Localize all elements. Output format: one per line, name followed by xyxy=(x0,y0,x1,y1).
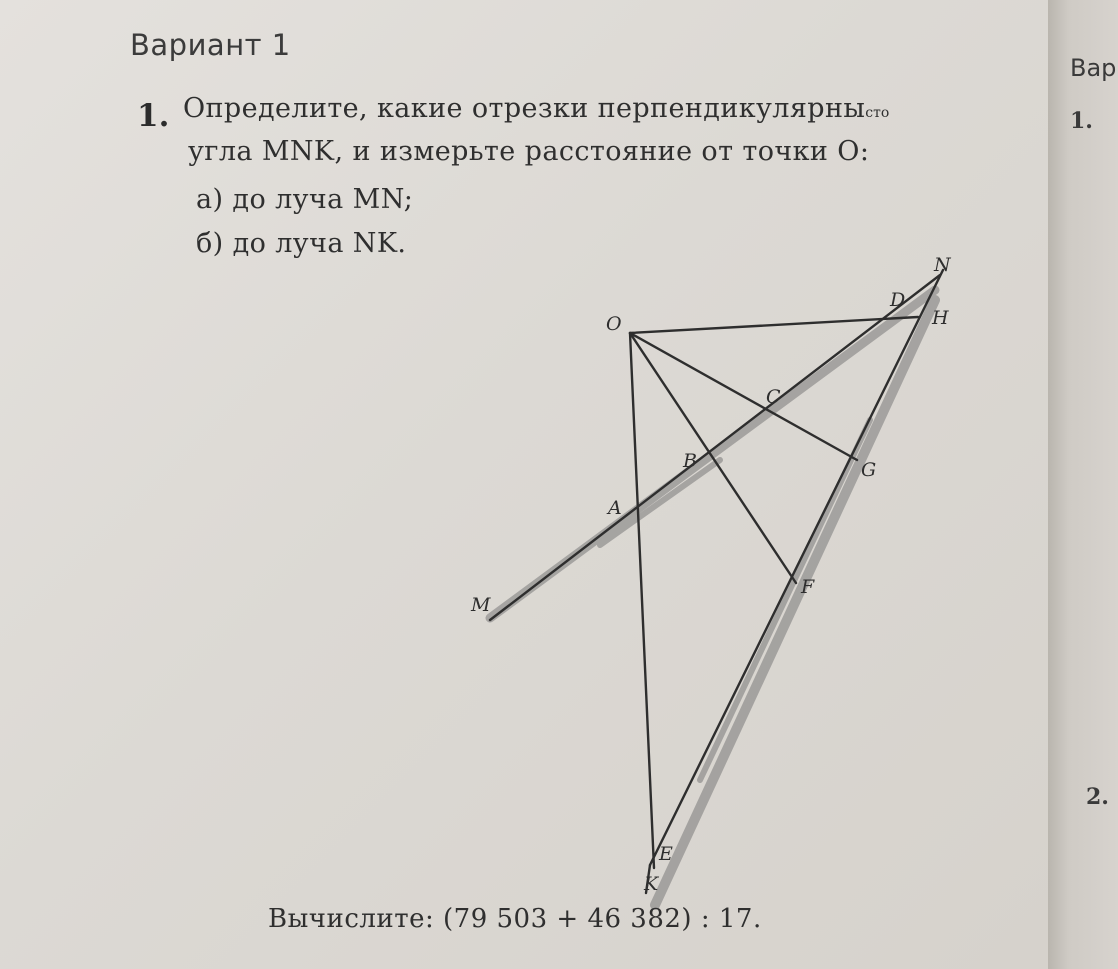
label-g: G xyxy=(861,459,877,481)
label-k: K xyxy=(644,873,659,895)
segment-og xyxy=(630,333,857,460)
adjacent-page xyxy=(1048,0,1118,969)
pencil-shading-nk-2 xyxy=(700,420,870,780)
adjacent-task2-fragment: 2. xyxy=(1086,784,1109,810)
label-n: N xyxy=(934,254,951,276)
label-m: M xyxy=(471,594,491,616)
label-o: O xyxy=(606,313,622,335)
label-f: F xyxy=(801,576,815,598)
construction-lines xyxy=(490,270,943,893)
label-e: E xyxy=(659,843,673,865)
task-text-line-1-cut: сто xyxy=(865,105,890,121)
task-item-a: а) до луча MN; xyxy=(196,184,414,215)
task-item-b: б) до луча NK. xyxy=(196,228,407,259)
label-b: B xyxy=(683,450,697,472)
task-text-line-1-main: Определите, какие отрезки перпендикулярны xyxy=(183,93,866,124)
ray-mn xyxy=(490,275,940,620)
variant-title: Вариант 1 xyxy=(130,28,291,62)
task-number: 1. xyxy=(137,98,170,134)
label-a: A xyxy=(608,497,622,519)
ray-nk xyxy=(650,270,943,865)
label-h: H xyxy=(932,307,949,329)
adjacent-task1-fragment: 1. xyxy=(1070,108,1093,134)
segment-oe xyxy=(630,333,654,868)
next-task-text: Вычислите: (79 503 + 46 382) : 17. xyxy=(268,904,762,934)
adjacent-variant-fragment: Вар xyxy=(1070,54,1117,82)
label-c: C xyxy=(766,386,781,408)
task-text-line-2: угла MNK, и измерьте расстояние от точки O: xyxy=(188,136,870,167)
pencil-shading xyxy=(490,290,935,905)
segment-of xyxy=(630,333,796,583)
label-d: D xyxy=(890,289,906,311)
